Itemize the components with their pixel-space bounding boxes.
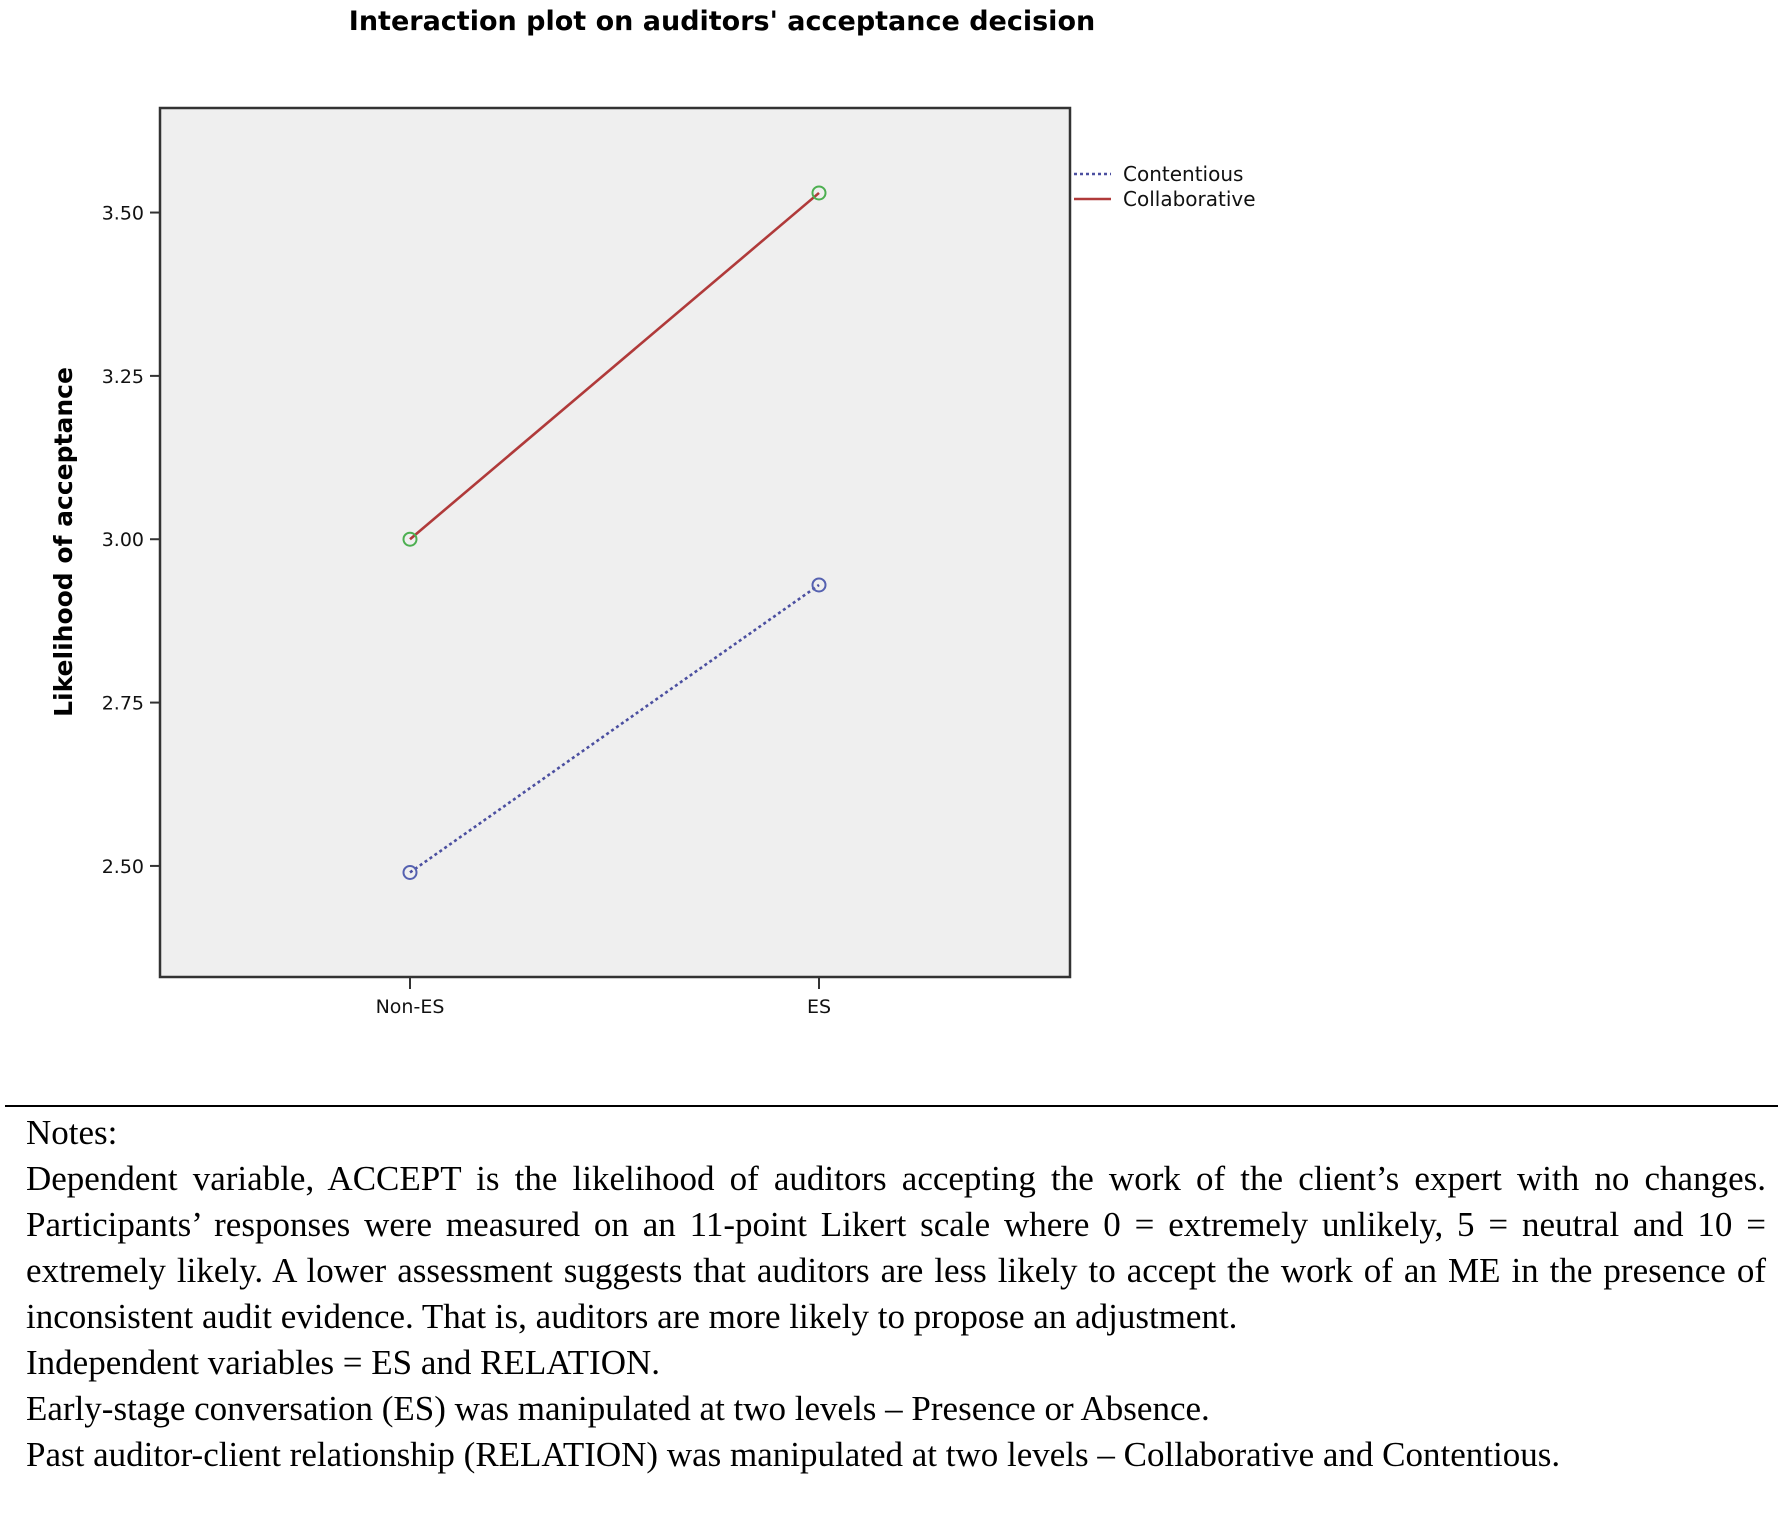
x-tick-label: ES: [806, 996, 832, 1018]
legend-label-collaborative: Collaborative: [1123, 187, 1256, 211]
chart-title: Interaction plot on auditors' acceptance decision: [348, 6, 1096, 37]
x-axis: [376, 977, 831, 1018]
y-axis: [102, 203, 160, 878]
notes-divider: [5, 1105, 1778, 1107]
notes-heading: Notes:: [26, 1113, 118, 1152]
legend: [1074, 162, 1256, 211]
y-tick-label: 2.50: [101, 855, 144, 878]
plot-area: [160, 108, 1070, 977]
y-tick-label: 3.50: [101, 202, 144, 225]
notes-paragraph-es: Early-stage conversation (ES) was manipulated at two levels – Presence or Absence.: [26, 1389, 1210, 1428]
x-tick-label: Non-ES: [375, 996, 445, 1018]
y-axis-label: Likelihood of acceptance: [49, 367, 78, 717]
notes-paragraph-independent: Independent variables = ES and RELATION.: [26, 1343, 661, 1382]
notes-paragraph-dependent: Dependent variable, ACCEPT is the likelihood of auditors accepting the work of the client’s expert with no changes. Participants’ responses were measured on an 11-point Likert scale where 0 = extremely unlikely, 5 = neutral and 10 = extremely likely. A lower assessment suggests that auditors are less likely to accept the work of an ME in the presence of inconsistent audit evidence. That is, auditors are more likely to propose an adjustment.: [26, 1159, 1766, 1336]
notes-paragraph-relation: Past auditor-client relationship (RELATION) was manipulated at two levels – Collaborative and Contentious.: [26, 1435, 1561, 1474]
legend-label-contentious: Contentious: [1123, 162, 1244, 186]
y-tick-label: 3.25: [101, 365, 144, 388]
notes: [26, 1110, 1766, 1478]
y-tick-label: 3.00: [101, 529, 144, 552]
y-tick-label: 2.75: [101, 692, 144, 715]
